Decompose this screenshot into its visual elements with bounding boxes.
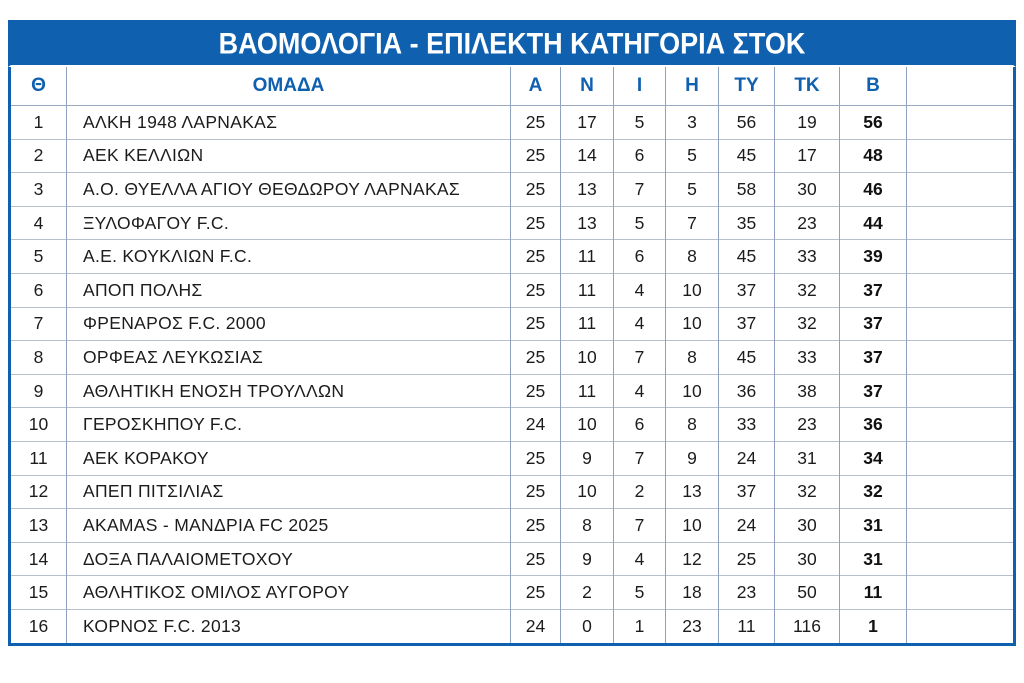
- goals-against-cell: 50: [775, 576, 840, 610]
- spacer-cell: [907, 139, 1015, 173]
- goals-against-cell: 32: [775, 273, 840, 307]
- goals-against-cell: 32: [775, 475, 840, 509]
- table-row: [10, 475, 1015, 509]
- points-cell: 34: [840, 441, 907, 475]
- losses-cell: 5: [666, 173, 719, 207]
- draws-cell: 7: [614, 441, 666, 475]
- wins-cell: 9: [561, 441, 614, 475]
- goals-for-cell: 45: [719, 240, 775, 274]
- points-cell: 37: [840, 341, 907, 375]
- standings-body: [10, 106, 1015, 645]
- goals-against-cell: 116: [775, 609, 840, 644]
- goals-for-cell: 25: [719, 542, 775, 576]
- col-team-header: ΟΜΑΔΑ: [67, 67, 511, 106]
- losses-cell: 10: [666, 374, 719, 408]
- position-cell: 6: [10, 273, 67, 307]
- goals-against-cell: 30: [775, 509, 840, 543]
- team-cell: ΑΕΚ ΚΟΡΑΚΟΥ: [67, 441, 511, 475]
- draws-cell: 2: [614, 475, 666, 509]
- team-cell: ΑΛΚΗ 1948 ΛΑΡΝΑΚΑΣ: [67, 106, 511, 140]
- goals-against-cell: 38: [775, 374, 840, 408]
- points-cell: 39: [840, 240, 907, 274]
- points-cell: 36: [840, 408, 907, 442]
- goals-against-cell: 17: [775, 139, 840, 173]
- spacer-cell: [907, 374, 1015, 408]
- table-row: [10, 173, 1015, 207]
- goals-for-cell: 35: [719, 206, 775, 240]
- played-cell: 25: [511, 173, 561, 207]
- table-row: [10, 341, 1015, 375]
- spacer-cell: [907, 307, 1015, 341]
- table-row: [10, 408, 1015, 442]
- spacer-cell: [907, 509, 1015, 543]
- table-row: [10, 609, 1015, 644]
- position-cell: 14: [10, 542, 67, 576]
- position-cell: 13: [10, 509, 67, 543]
- table-row: [10, 139, 1015, 173]
- table-row: [10, 206, 1015, 240]
- goals-against-cell: 30: [775, 542, 840, 576]
- points-cell: 56: [840, 106, 907, 140]
- spacer-cell: [907, 341, 1015, 375]
- position-cell: 9: [10, 374, 67, 408]
- table-header: [10, 67, 1015, 106]
- col-position-header: Θ: [10, 67, 67, 106]
- wins-cell: 9: [561, 542, 614, 576]
- wins-cell: 10: [561, 475, 614, 509]
- team-cell: ΦΡΕΝΑΡΟΣ F.C. 2000: [67, 307, 511, 341]
- wins-cell: 8: [561, 509, 614, 543]
- team-cell: ΔΟΞΑ ΠΑΛΑΙΟΜΕΤΟΧΟΥ: [67, 542, 511, 576]
- played-cell: 25: [511, 509, 561, 543]
- goals-against-cell: 31: [775, 441, 840, 475]
- header-row: [10, 67, 1015, 106]
- page-title: ΒΑΟΜΟΛΟΓΙΑ - ΕΠΙΛΕΚΤΗ ΚΑΤΗΓΟΡΙΑ ΣΤΟΚ: [218, 27, 806, 60]
- goals-against-cell: 19: [775, 106, 840, 140]
- played-cell: 25: [511, 240, 561, 274]
- goals-for-cell: 36: [719, 374, 775, 408]
- goals-for-cell: 37: [719, 273, 775, 307]
- points-cell: 37: [840, 273, 907, 307]
- position-cell: 7: [10, 307, 67, 341]
- played-cell: 24: [511, 609, 561, 644]
- wins-cell: 14: [561, 139, 614, 173]
- goals-against-cell: 23: [775, 408, 840, 442]
- draws-cell: 6: [614, 408, 666, 442]
- spacer-cell: [907, 206, 1015, 240]
- standings-board: [8, 20, 1016, 646]
- points-cell: 32: [840, 475, 907, 509]
- team-cell: ΑΚΑΜΑS - ΜΑΝΔΡΙΑ FC 2025: [67, 509, 511, 543]
- table-row: [10, 542, 1015, 576]
- losses-cell: 8: [666, 408, 719, 442]
- wins-cell: 2: [561, 576, 614, 610]
- table-row: [10, 374, 1015, 408]
- losses-cell: 12: [666, 542, 719, 576]
- col-goals-against-header: ΤΚ: [775, 67, 840, 106]
- team-cell: Α.Ο. ΘΥΕΛΛΑ ΑΓΙΟΥ ΘΕΘΔΩΡΟΥ ΛΑΡΝΑΚΑΣ: [67, 173, 511, 207]
- draws-cell: 4: [614, 307, 666, 341]
- team-cell: Α.Ε. ΚΟΥΚΛΙΩΝ F.C.: [67, 240, 511, 274]
- spacer-cell: [907, 240, 1015, 274]
- draws-cell: 5: [614, 106, 666, 140]
- position-cell: 3: [10, 173, 67, 207]
- spacer-cell: [907, 441, 1015, 475]
- draws-cell: 1: [614, 609, 666, 644]
- table-row: [10, 240, 1015, 274]
- played-cell: 25: [511, 475, 561, 509]
- position-cell: 12: [10, 475, 67, 509]
- goals-against-cell: 33: [775, 240, 840, 274]
- goals-for-cell: 23: [719, 576, 775, 610]
- goals-for-cell: 33: [719, 408, 775, 442]
- losses-cell: 10: [666, 273, 719, 307]
- played-cell: 24: [511, 408, 561, 442]
- goals-against-cell: 33: [775, 341, 840, 375]
- losses-cell: 8: [666, 240, 719, 274]
- goals-against-cell: 30: [775, 173, 840, 207]
- draws-cell: 7: [614, 341, 666, 375]
- col-points-header: Β: [840, 67, 907, 106]
- wins-cell: 10: [561, 341, 614, 375]
- position-cell: 5: [10, 240, 67, 274]
- goals-for-cell: 58: [719, 173, 775, 207]
- table-row: [10, 273, 1015, 307]
- table-row: [10, 576, 1015, 610]
- col-played-header: Α: [511, 67, 561, 106]
- col-wins-header: Ν: [561, 67, 614, 106]
- position-cell: 10: [10, 408, 67, 442]
- points-cell: 48: [840, 139, 907, 173]
- draws-cell: 4: [614, 374, 666, 408]
- goals-for-cell: 24: [719, 509, 775, 543]
- table-row: [10, 106, 1015, 140]
- table-row: [10, 307, 1015, 341]
- wins-cell: 13: [561, 206, 614, 240]
- played-cell: 25: [511, 341, 561, 375]
- goals-for-cell: 45: [719, 139, 775, 173]
- spacer-cell: [907, 609, 1015, 644]
- wins-cell: 17: [561, 106, 614, 140]
- goals-for-cell: 37: [719, 307, 775, 341]
- spacer-cell: [907, 273, 1015, 307]
- team-cell: ΚΟΡΝΟΣ F.C. 2013: [67, 609, 511, 644]
- col-losses-header: Η: [666, 67, 719, 106]
- losses-cell: 10: [666, 307, 719, 341]
- goals-for-cell: 37: [719, 475, 775, 509]
- losses-cell: 3: [666, 106, 719, 140]
- points-cell: 46: [840, 173, 907, 207]
- played-cell: 25: [511, 307, 561, 341]
- draws-cell: 6: [614, 139, 666, 173]
- team-cell: ΑΠΟΠ ΠΟΛΗΣ: [67, 273, 511, 307]
- table-row: [10, 509, 1015, 543]
- wins-cell: 10: [561, 408, 614, 442]
- spacer-cell: [907, 408, 1015, 442]
- spacer-cell: [907, 475, 1015, 509]
- draws-cell: 6: [614, 240, 666, 274]
- col-goals-for-header: ΤΥ: [719, 67, 775, 106]
- points-cell: 1: [840, 609, 907, 644]
- position-cell: 8: [10, 341, 67, 375]
- position-cell: 1: [10, 106, 67, 140]
- team-cell: ΑΘΛΗΤΙΚΗ ΕΝΟΣΗ ΤΡΟΥΛΛΩΝ: [67, 374, 511, 408]
- col-draws-header: Ι: [614, 67, 666, 106]
- position-cell: 16: [10, 609, 67, 644]
- points-cell: 31: [840, 509, 907, 543]
- position-cell: 11: [10, 441, 67, 475]
- wins-cell: 11: [561, 240, 614, 274]
- draws-cell: 5: [614, 576, 666, 610]
- losses-cell: 23: [666, 609, 719, 644]
- wins-cell: 13: [561, 173, 614, 207]
- played-cell: 25: [511, 273, 561, 307]
- points-cell: 37: [840, 307, 907, 341]
- team-cell: ΑΕΚ ΚΕΛΛΙΩΝ: [67, 139, 511, 173]
- played-cell: 25: [511, 374, 561, 408]
- table-row: [10, 441, 1015, 475]
- wins-cell: 0: [561, 609, 614, 644]
- position-cell: 2: [10, 139, 67, 173]
- goals-for-cell: 56: [719, 106, 775, 140]
- points-cell: 11: [840, 576, 907, 610]
- wins-cell: 11: [561, 273, 614, 307]
- losses-cell: 13: [666, 475, 719, 509]
- losses-cell: 9: [666, 441, 719, 475]
- played-cell: 25: [511, 139, 561, 173]
- losses-cell: 8: [666, 341, 719, 375]
- draws-cell: 5: [614, 206, 666, 240]
- team-cell: ΑΘΛΗΤΙΚΟΣ ΟΜΙΛΟΣ ΑΥΓΟΡΟΥ: [67, 576, 511, 610]
- position-cell: 4: [10, 206, 67, 240]
- played-cell: 25: [511, 441, 561, 475]
- played-cell: 25: [511, 576, 561, 610]
- spacer-cell: [907, 542, 1015, 576]
- team-cell: ΞΥΛΟΦΑΓΟΥ F.C.: [67, 206, 511, 240]
- draws-cell: 7: [614, 173, 666, 207]
- spacer-cell: [907, 106, 1015, 140]
- goals-for-cell: 24: [719, 441, 775, 475]
- title-bar: [8, 20, 1016, 67]
- points-cell: 31: [840, 542, 907, 576]
- spacer-cell: [907, 173, 1015, 207]
- played-cell: 25: [511, 206, 561, 240]
- points-cell: 37: [840, 374, 907, 408]
- team-cell: ΟΡΦΕΑΣ ΛΕΥΚΩΣΙΑΣ: [67, 341, 511, 375]
- draws-cell: 7: [614, 509, 666, 543]
- losses-cell: 7: [666, 206, 719, 240]
- played-cell: 25: [511, 542, 561, 576]
- wins-cell: 11: [561, 374, 614, 408]
- team-cell: ΓΕΡΟΣΚΗΠΟΥ F.C.: [67, 408, 511, 442]
- goals-against-cell: 23: [775, 206, 840, 240]
- losses-cell: 5: [666, 139, 719, 173]
- losses-cell: 10: [666, 509, 719, 543]
- spacer-cell: [907, 576, 1015, 610]
- goals-for-cell: 45: [719, 341, 775, 375]
- draws-cell: 4: [614, 273, 666, 307]
- points-cell: 44: [840, 206, 907, 240]
- position-cell: 15: [10, 576, 67, 610]
- goals-against-cell: 32: [775, 307, 840, 341]
- draws-cell: 4: [614, 542, 666, 576]
- losses-cell: 18: [666, 576, 719, 610]
- col-spacer-header: [907, 67, 1015, 106]
- played-cell: 25: [511, 106, 561, 140]
- team-cell: ΑΠΕΠ ΠΙΤΣΙΛΙΑΣ: [67, 475, 511, 509]
- standings-table: [8, 67, 1016, 646]
- goals-for-cell: 11: [719, 609, 775, 644]
- wins-cell: 11: [561, 307, 614, 341]
